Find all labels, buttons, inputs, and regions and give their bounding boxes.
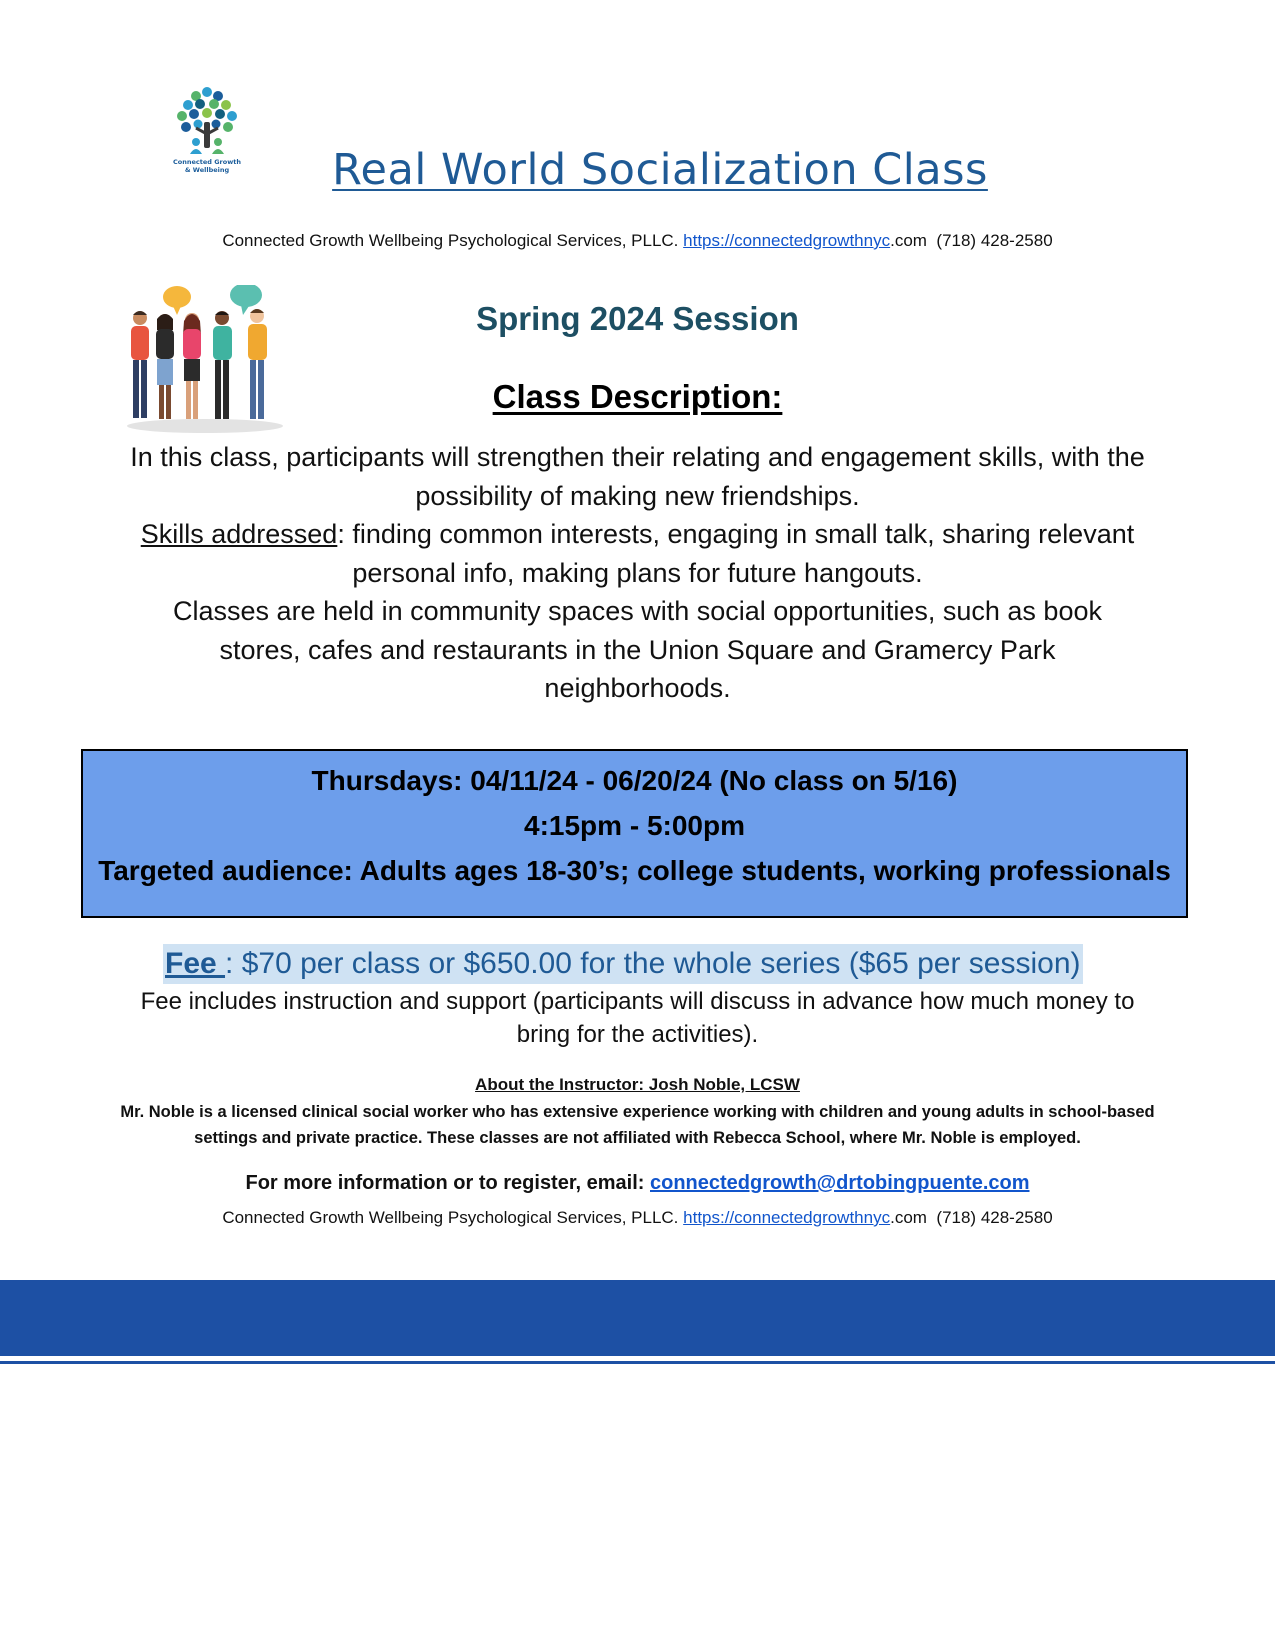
contact-line-bottom bbox=[0, 1208, 1275, 1228]
register-email-link[interactable]: connectedgrowth@drtobingpuente.com bbox=[650, 1172, 1030, 1194]
footer-divider bbox=[0, 1361, 1275, 1364]
website-suffix: .com bbox=[890, 1208, 927, 1227]
schedule-dates: Thursdays: 04/11/24 - 06/20/24 (No class on 5/16) bbox=[311, 765, 958, 796]
skills-label: Skills addressed bbox=[140, 519, 338, 549]
page-title: Real World Socialization Class bbox=[332, 145, 988, 195]
fee-label: Fee bbox=[165, 947, 226, 980]
fee-text: : $70 per class or $650.00 for the whole series ($65 per session) bbox=[225, 947, 1081, 980]
company-logo bbox=[170, 84, 244, 178]
description-body bbox=[130, 438, 1145, 708]
logo-text-line2: & Wellbeing bbox=[184, 166, 230, 174]
description-locations: Classes are held in community spaces with social opportunities, such as book stores, cafes and restaurants in the Union Square and Gramercy Park neighborhoods. bbox=[173, 596, 1102, 703]
register-text: For more information or to register, email: bbox=[245, 1172, 650, 1194]
skills-text: : finding common interests, engaging in small talk, sharing relevant personal info, making plans for future hangouts. bbox=[337, 519, 1135, 588]
fee-note: Fee includes instruction and support (participants will discuss in advance how much money to bring for the activities). bbox=[140, 988, 1135, 1048]
website-suffix: .com bbox=[890, 231, 927, 250]
schedule-time: 4:15pm - 5:00pm bbox=[524, 810, 745, 841]
logo-text-line1: Connected Growth bbox=[173, 158, 241, 166]
website-link[interactable]: https://connectedgrowthnyc bbox=[683, 1208, 891, 1227]
instructor-bio: Mr. Noble is a licensed clinical social worker who has extensive experience working with children and young adults in school-based settings and private practice. These classes are not affiliated with Rebecca School, where Mr. Noble is employed. bbox=[120, 1103, 1155, 1147]
instructor-heading: About the Instructor: Josh Noble, LCSW bbox=[475, 1075, 800, 1094]
phone-number: (718) 428-2580 bbox=[936, 1208, 1053, 1227]
schedule-audience: Targeted audience: Adults ages 18-30’s; college students, working professionals bbox=[98, 855, 1171, 886]
tree-logo-icon bbox=[170, 84, 244, 158]
register-line bbox=[0, 1172, 1275, 1195]
description-heading: Class Description: bbox=[492, 378, 783, 415]
footer-band bbox=[0, 1280, 1275, 1356]
fee-line bbox=[163, 944, 1083, 984]
website-link[interactable]: https://connectedgrowthnyc bbox=[683, 231, 891, 250]
contact-line-top bbox=[0, 231, 1275, 251]
phone-number: (718) 428-2580 bbox=[936, 231, 1053, 250]
org-name: Connected Growth Wellbeing Psychological Services, PLLC. bbox=[222, 1208, 679, 1227]
description-intro: In this class, participants will strengthen their relating and engagement skills, with the possibility of making new friendships. bbox=[130, 442, 1145, 511]
org-name: Connected Growth Wellbeing Psychological Services, PLLC. bbox=[222, 231, 679, 250]
schedule-box bbox=[81, 749, 1188, 918]
session-title: Spring 2024 Session bbox=[476, 300, 799, 337]
